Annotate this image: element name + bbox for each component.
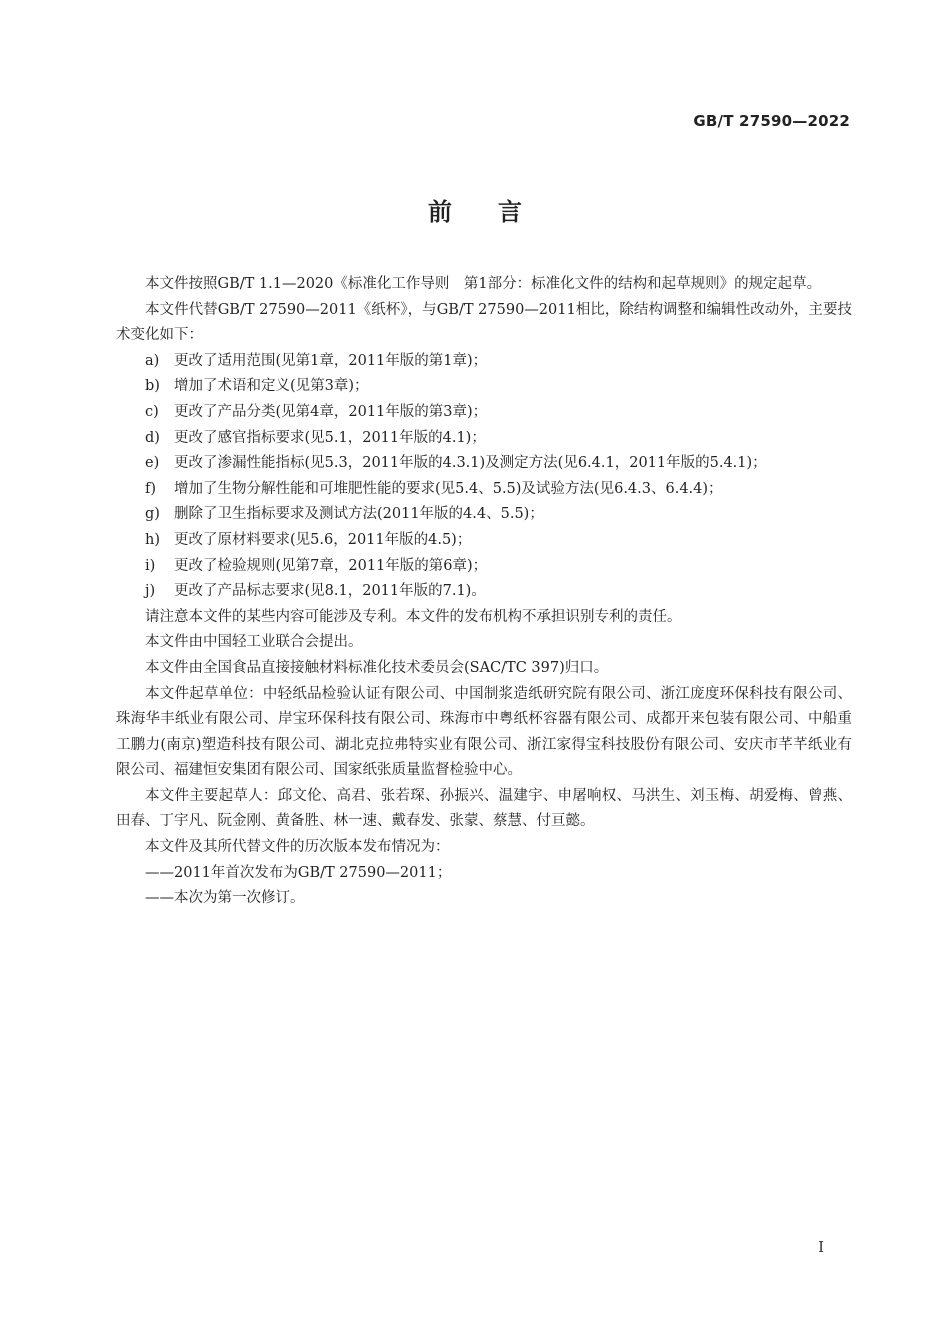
list-item <box>116 528 852 554</box>
paragraph-patent-notice: 请注意本文件的某些内容可能涉及专利。本文件的发布机构不承担识别专利的责任。 <box>145 608 682 625</box>
list-item-text: 更改了产品分类(见第4章，2011年版的第3章)； <box>174 403 488 420</box>
list-item <box>116 477 852 503</box>
paragraph-drafting-units: 本文件起草单位：中轻纸品检验认证有限公司、中国制浆造纸研究院有限公司、浙江庞度环保科技有限公司、珠海华丰纸业有限公司、岸宝环保科技有限公司、珠海市中粤纸杯容器有限公司、成都开来包装有限公司、中船重工鹏力(南京)塑造科技有限公司、湖北克拉弗特实业有限公司、浙江家得宝科技股份有限公司、安庆市芊芊纸业有限公司、福建恒安集团有限公司、国家纸张质量监督检验中心。 <box>116 685 852 779</box>
paragraph-committee: 本文件由全国食品直接接触材料标准化技术委员会(SAC/TC 397)归口。 <box>145 659 609 676</box>
list-item-text: 更改了检验规则(见第7章，2011年版的第6章)； <box>174 557 488 574</box>
history-item: ——2011年首次发布为GB/T 27590—2011； <box>145 864 452 881</box>
paragraph-history-intro: 本文件及其所代替文件的历次版本发布情况为： <box>145 839 450 856</box>
list-item-label: a) <box>145 352 160 369</box>
list-item <box>116 579 852 605</box>
list-item-text: 更改了原材料要求(见5.6，2011年版的4.5)； <box>174 531 472 548</box>
list-item <box>116 502 852 528</box>
list-item-label: b) <box>145 378 160 395</box>
page-number: I <box>818 1238 824 1256</box>
list-item-label: h) <box>145 531 160 548</box>
changes-list <box>116 349 852 605</box>
list-item-text: 更改了适用范围(见第1章，2011年版的第1章)； <box>174 352 488 369</box>
paragraph-proposer: 本文件由中国轻工业联合会提出。 <box>145 634 363 651</box>
list-item <box>116 400 852 426</box>
list-item <box>116 451 852 477</box>
paragraph-replacement: 本文件代替GB/T 27590—2011《纸杯》，与GB/T 27590—2011相比，除结构调整和编辑性改动外，主要技术变化如下： <box>116 301 852 344</box>
list-item-text: 更改了产品标志要求(见8.1，2011年版的7.1)。 <box>174 583 486 600</box>
list-item-label: c) <box>145 403 159 420</box>
list-item-text: 增加了生物分解性能和可堆肥性能的要求(见5.4、5.5)及试验方法(见6.4.3、6.4.4)； <box>174 480 723 497</box>
list-item-text: 增加了术语和定义(见第3章)； <box>174 378 369 395</box>
list-item <box>116 349 852 375</box>
paragraph-drafting-rules: 本文件按照GB/T 1.1—2020《标准化工作导则 第1部分：标准化文件的结构和起草规则》的规定起草。 <box>145 276 822 292</box>
list-item-label: i) <box>145 557 156 574</box>
list-item-text: 更改了感官指标要求(见5.1，2011年版的4.1)； <box>174 429 486 446</box>
page-title: 前言 <box>428 198 568 226</box>
list-item <box>116 426 852 452</box>
list-item-label: g) <box>145 506 160 523</box>
preface-body <box>116 272 852 912</box>
list-item-label: d) <box>145 429 160 446</box>
list-item <box>116 554 852 580</box>
list-item-label: e) <box>145 455 160 472</box>
list-item-text: 更改了渗漏性能指标(见5.3，2011年版的4.3.1)及测定方法(见6.4.1，2011年版的5.4.1)； <box>174 455 767 472</box>
standard-code: GB/T 27590—2022 <box>693 112 850 130</box>
list-item-label: f) <box>145 480 157 497</box>
list-item <box>116 374 852 400</box>
list-item-text: 删除了卫生指标要求及测试方法(2011年版的4.4、5.5)； <box>174 506 544 523</box>
history-item: ——本次为第一次修订。 <box>145 890 305 907</box>
list-item-label: j) <box>145 583 156 600</box>
paragraph-drafters: 本文件主要起草人：邱文伦、高君、张若琛、孙振兴、温建宇、申屠响权、马洪生、刘玉梅、胡爱梅、曾燕、田春、丁宇凡、阮金刚、黄备胜、林一速、戴春发、张蒙、蔡慧、付亘懿。 <box>116 787 852 830</box>
history-list <box>116 861 852 912</box>
